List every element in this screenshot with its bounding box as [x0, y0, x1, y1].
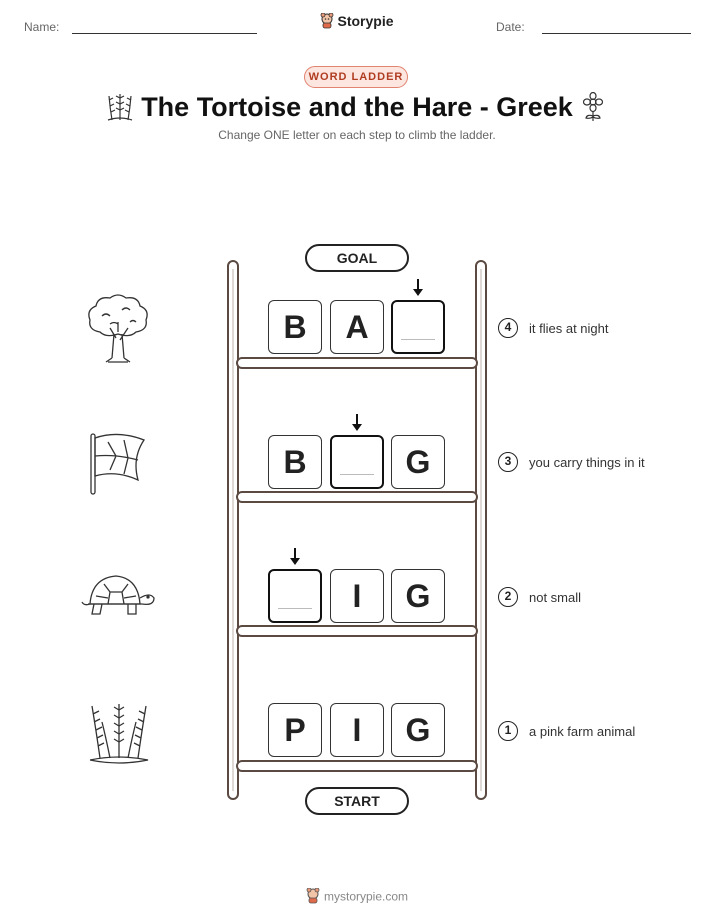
footer-url[interactable]: mystorypie.com: [323, 889, 409, 904]
blank-line: [401, 339, 435, 340]
letter-box: G: [391, 703, 445, 757]
name-line[interactable]: [72, 33, 257, 34]
step-number: 2: [498, 587, 518, 607]
letter-box: B: [268, 300, 322, 354]
step-number: 1: [498, 721, 518, 741]
fern-icon: [86, 700, 152, 771]
footer: [0, 888, 714, 907]
step-number: 3: [498, 452, 518, 472]
blank-line: [340, 474, 374, 475]
blank-letter-box[interactable]: [268, 569, 322, 623]
clue-text: it flies at night: [529, 321, 609, 336]
letter-box: P: [268, 703, 322, 757]
fern-small-icon: [106, 92, 134, 127]
letter-box: G: [391, 435, 445, 489]
tree-icon: [82, 292, 154, 369]
arrow-down-icon: [350, 414, 364, 432]
clue-text: you carry things in it: [529, 455, 645, 470]
blank-letter-box[interactable]: [330, 435, 384, 489]
letter-box: G: [391, 569, 445, 623]
brand-logo: [0, 13, 714, 32]
brand-name: Storypie: [337, 13, 394, 30]
arrow-down-icon: [411, 279, 425, 297]
arrow-down-icon: [288, 548, 302, 566]
clue-text: not small: [529, 590, 582, 605]
letter-box: I: [330, 569, 384, 623]
page-title: The Tortoise and the Hare - Greek: [141, 92, 573, 122]
flower-small-icon: [580, 92, 606, 127]
word-ladder-badge: WORD LADDER: [304, 66, 408, 88]
clue-text: a pink farm animal: [529, 724, 636, 739]
step-number: 4: [498, 318, 518, 338]
leaf-flag-icon: [88, 430, 148, 501]
start-label: START: [305, 787, 409, 815]
blank-letter-box[interactable]: [391, 300, 445, 354]
instructions: Change ONE letter on each step to climb the ladder.: [218, 128, 496, 142]
storypie-mascot-icon: [306, 888, 320, 907]
blank-line: [278, 608, 312, 609]
name-label: Name:: [24, 20, 60, 34]
date-line[interactable]: [542, 33, 691, 34]
letter-box: A: [330, 300, 384, 354]
letter-box: B: [268, 435, 322, 489]
letter-box: I: [330, 703, 384, 757]
storypie-mascot-icon: [320, 13, 334, 32]
tortoise-icon: [80, 570, 156, 627]
goal-label: GOAL: [305, 244, 409, 272]
date-label: Date:: [496, 20, 525, 34]
